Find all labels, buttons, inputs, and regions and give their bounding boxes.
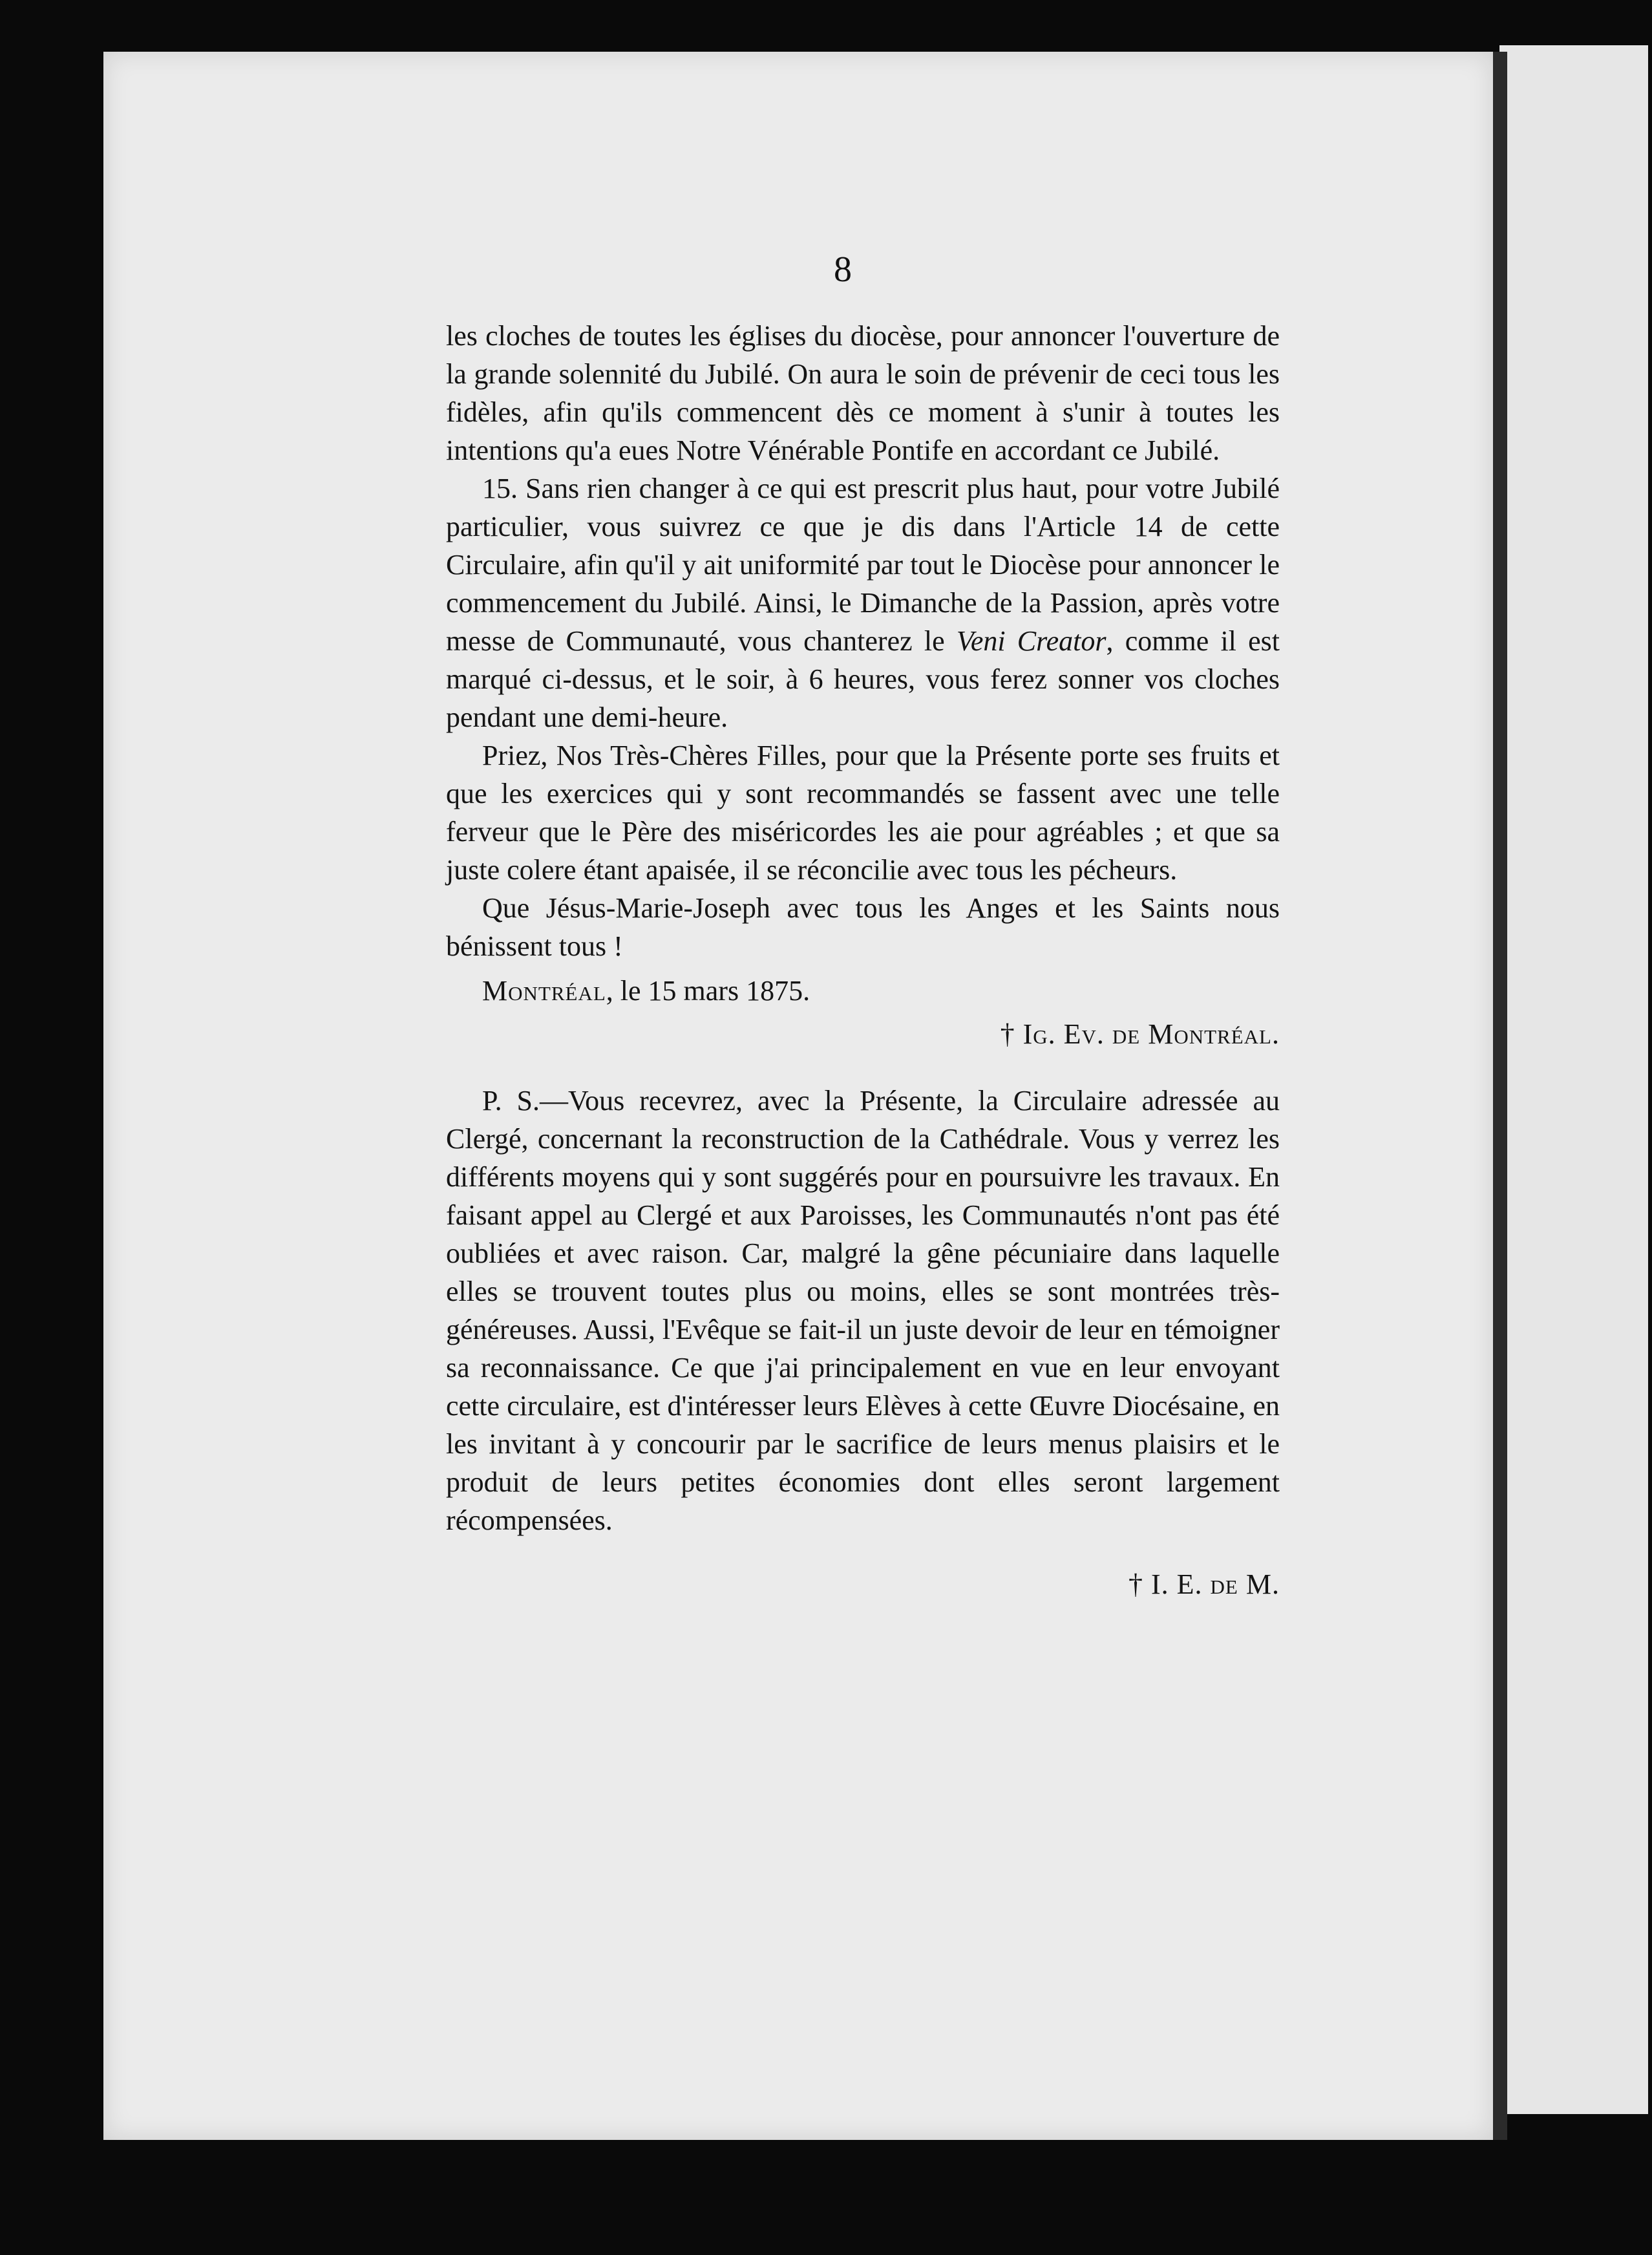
dateline-date: , le 15 mars 1875.	[606, 975, 810, 1007]
page-edge-shadow	[1493, 52, 1507, 2140]
paragraph-article-15-part2: , comme il est marqué ci-dessus, et le soir, à 6 heures, vous ferez sonner vos cloches pendant une demi-heure.	[446, 625, 1280, 733]
paragraph-continuation: les cloches de toutes les églises du diocèse, pour annoncer l'ouverture de la grande solennité du Jubilé. On aura le soin de prévenir de ceci tous les fidèles, afin qu'ils commencent dès ce moment à s'unir à toutes les intentions qu'a eues Notre Vénérable Pontife en accordant ce Jubilé.	[446, 320, 1280, 466]
body-text	[446, 317, 1280, 1603]
paragraph-article-15-part1: 15. Sans rien changer à ce qui est prescrit plus haut, pour votre Jubilé particulier, vous suivrez ce que je dis dans l'Article 14 de cette Circulaire, afin qu'il y ait uniformité par tout le Diocèse pour annoncer le commencement du Jubilé. Ainsi, le Dimanche de la Passion, après votre messe de Communauté, vous chanterez le	[446, 473, 1280, 657]
veni-creator-italic: Veni Creator	[956, 625, 1107, 657]
signature-initials: † I. E. de M.	[1128, 1568, 1280, 1600]
paragraph-blessing: Que Jésus-Marie-Joseph avec tous les Anges et les Saints nous bénissent tous !	[446, 892, 1280, 962]
postscript: P. S.—Vous recevrez, avec la Présente, la Circulaire adressée au Clergé, concernant la reconstruction de la Cathédrale. Vous y verrez les différents moyens qui y sont suggérés pour en poursuivre les travaux. En faisant appel au Clergé et aux Paroisses, les Communautés n'ont pas été oubliées et avec raison. Car, malgré la gêne pécuniaire dans laquelle elles se trouvent toutes plus ou moins, elles se sont montrées très-généreuses. Aussi, l'Evêque se fait-il un juste devoir de leur en témoigner sa reconnaissance. Ce que j'ai principalement en vue en leur envoyant cette circulaire, est d'intéresser leurs Elèves à cette Œuvre Diocésaine, en les invitant à y concourir par le sacrifice de leurs menus plaisirs et le produit de leurs petites économies dont elles seront largement récompensées.	[446, 1085, 1280, 1536]
signature-bishop: † Ig. Ev. de Montréal.	[1000, 1018, 1280, 1050]
adjacent-page-strip	[1499, 45, 1648, 2114]
dateline-place: Montréal	[482, 975, 606, 1007]
page-number: 8	[834, 250, 852, 290]
paragraph-prayer: Priez, Nos Très-Chères Filles, pour que la Présente porte ses fruits et que les exercices qui y sont recommandés se fassent avec une telle ferveur que le Père des miséricordes les aie pour agréables ; et que sa juste colere étant apaisée, il se réconcilie avec tous les pécheurs.	[446, 740, 1280, 886]
paragraph-article-15	[446, 469, 1280, 736]
dateline	[446, 972, 1280, 1010]
